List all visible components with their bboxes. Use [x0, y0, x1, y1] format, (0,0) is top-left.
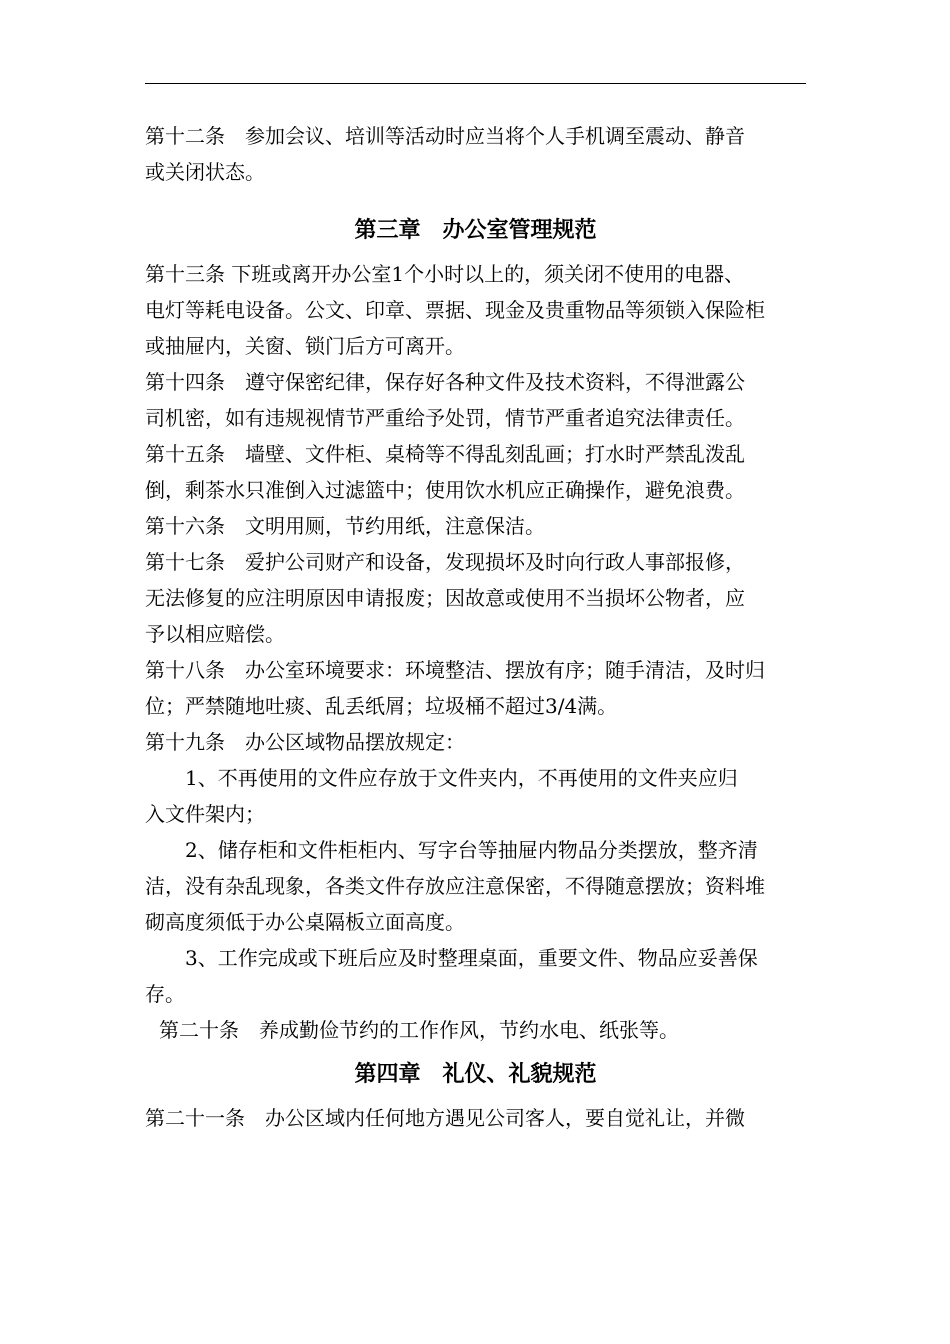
article-21-line-1: 第二十一条 办公区域内任何地方遇见公司客人，要自觉礼让，并微 [145, 1106, 745, 1130]
article-19-item-3-line-2: 存。 [145, 982, 185, 1006]
article-16-line-1: 第十六条 文明用厕，节约用纸，注意保洁。 [145, 514, 545, 538]
article-13-line-3: 或抽屉内，关窗、锁门后方可离开。 [145, 334, 465, 358]
article-19-line-1: 第十九条 办公区域物品摆放规定： [145, 730, 465, 754]
article-20-line-1: 第二十条 养成勤俭节约的工作作风，节约水电、纸张等。 [159, 1018, 679, 1042]
article-18-line-1: 第十八条 办公室环境要求：环境整洁、摆放有序；随手清洁，及时归 [145, 658, 765, 682]
article-13 [145, 256, 806, 364]
document-body [145, 118, 806, 1136]
article-17 [145, 544, 806, 652]
article-17-line-1: 第十七条 爱护公司财产和设备，发现损坏及时向行政人事部报修， [145, 550, 745, 574]
article-17-line-3: 予以相应赔偿。 [145, 622, 285, 646]
article-14-line-1: 第十四条 遵守保密纪律，保存好各种文件及技术资料，不得泄露公 [145, 370, 745, 394]
article-13-line-2: 电灯等耗电设备。公文、印章、票据、现金及贵重物品等须锁入保险柜 [145, 298, 765, 322]
article-13-line-1: 第十三条 下班或离开办公室1个小时以上的，须关闭不使用的电器、 [145, 262, 745, 286]
header-rule [145, 83, 806, 84]
article-19-item-1-line-1: 1、不再使用的文件应存放于文件夹内，不再使用的文件夹应归 [185, 766, 738, 790]
article-19-item-3-line-1: 3、工作完成或下班后应及时整理桌面，重要文件、物品应妥善保 [185, 946, 758, 970]
article-19-item-2-line-2: 洁，没有杂乱现象，各类文件存放应注意保密，不得随意摆放；资料堆 [145, 874, 765, 898]
article-15-line-1: 第十五条 墙壁、文件柜、桌椅等不得乱刻乱画；打水时严禁乱泼乱 [145, 442, 745, 466]
article-21 [145, 1100, 806, 1136]
chapter-4-title: 第四章 礼仪、礼貌规范 [354, 1061, 597, 1087]
chapter-3-title: 第三章 办公室管理规范 [354, 217, 597, 243]
article-12 [145, 118, 806, 190]
article-14-line-2: 司机密，如有违规视情节严重给予处罚，情节严重者追究法律责任。 [145, 406, 745, 430]
article-16 [145, 508, 806, 544]
article-18-line-2: 位；严禁随地吐痰、乱丢纸屑；垃圾桶不超过3/4满。 [145, 694, 618, 718]
article-19-item-2-line-1: 2、储存柜和文件柜柜内、写字台等抽屉内物品分类摆放，整齐清 [185, 838, 758, 862]
article-20 [145, 1012, 806, 1048]
article-12-line-2: 或关闭状态。 [145, 160, 265, 184]
article-19-item-1-line-2: 入文件架内； [145, 802, 265, 826]
article-17-line-2: 无法修复的应注明原因申请报废；因故意或使用不当损坏公物者，应 [145, 586, 745, 610]
article-15-line-2: 倒，剩茶水只准倒入过滤篮中；使用饮水机应正确操作，避免浪费。 [145, 478, 745, 502]
article-12-line-1: 第十二条 参加会议、培训等活动时应当将个人手机调至震动、静音 [145, 124, 745, 148]
article-14 [145, 364, 806, 436]
article-19-item-2-line-3: 砌高度须低于办公桌隔板立面高度。 [145, 910, 465, 934]
article-19 [145, 724, 806, 1012]
article-18 [145, 652, 806, 724]
article-15 [145, 436, 806, 508]
